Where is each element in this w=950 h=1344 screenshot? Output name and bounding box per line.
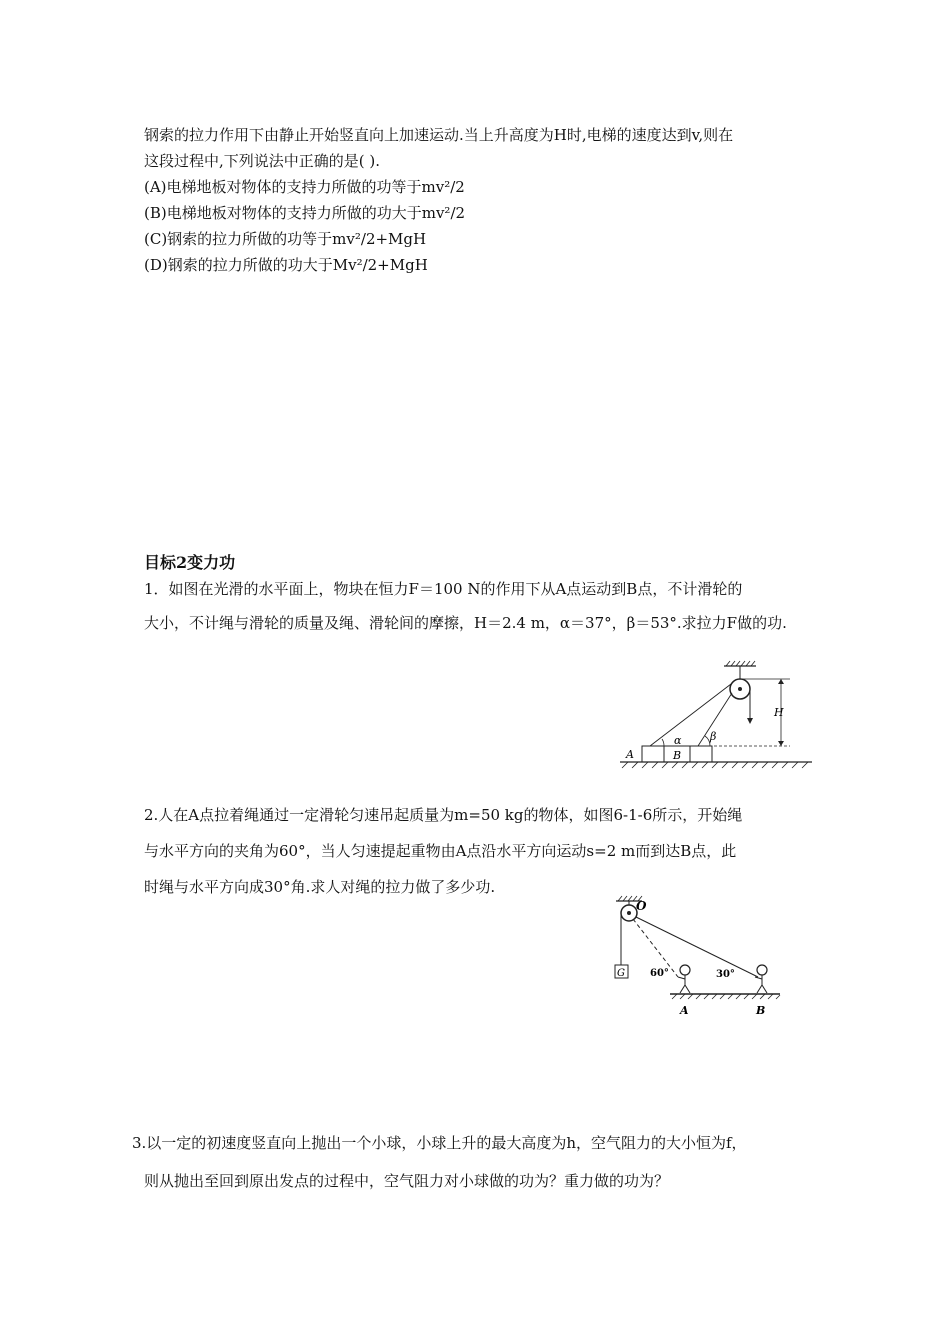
label-G: G [617,968,625,979]
label-60: 60° [650,968,669,979]
label-alpha: α [674,734,682,747]
label-30: 30° [716,969,735,980]
label-A: A [626,748,634,761]
label-H: H [774,706,784,719]
q2-line-2: 与水平方向的夹角为60°，当人匀速提起重物由A点沿水平方向运动s=2 m而到达B点，此 [144,842,737,860]
q1-line-1: 1．如图在光滑的水平面上，物块在恒力F＝100 N的作用下从A点运动到B点，不计滑轮的 [144,580,743,598]
label-point-A: A [680,1004,689,1017]
q3-line-2: 则从抛出至回到原出发点的过程中，空气阻力对小球做的功为？重力做的功为？ [144,1172,670,1190]
label-B: B [673,749,682,762]
q2-line-3: 时绳与水平方向成30°角.求人对绳的拉力做了多少功. [144,878,496,896]
option-c: (C)钢索的拉力所做的功等于mv²/2+MgH [144,230,427,248]
q3-line-1: 3.以一定的初速度竖直向上抛出一个小球，小球上升的最大高度为h，空气阻力的大小恒为f， [132,1134,747,1152]
label-point-B: B [756,1004,766,1017]
figure-pulley-block [618,660,818,775]
section-heading: 目标2变力功 [144,553,236,572]
option-d: (D)钢索的拉力所做的功大于Mv²/2+MgH [144,256,428,274]
option-b: (B)电梯地板对物体的支持力所做的功大于mv²/2 [144,204,466,222]
question-text-line-2: 这段过程中,下列说法中正确的是( ). [144,152,381,170]
label-O: O [636,899,647,913]
label-beta: β [710,730,717,743]
figure-pulley-weight [612,895,792,1020]
q2-line-1: 2.人在A点拉着绳通过一定滑轮匀速吊起质量为m=50 kg的物体，如图6-1-6所示，开始绳 [144,806,743,824]
question-text-line-1: 钢索的拉力作用下由静止开始竖直向上加速运动.当上升高度为H时,电梯的速度达到v,则在 [144,126,734,144]
option-a: (A)电梯地板对物体的支持力所做的功等于mv²/2 [144,178,465,196]
q1-line-2: 大小，不计绳与滑轮的质量及绳、滑轮间的摩擦，H＝2.4 m，α＝37°，β＝53°.求拉力F做的功. [144,614,787,632]
